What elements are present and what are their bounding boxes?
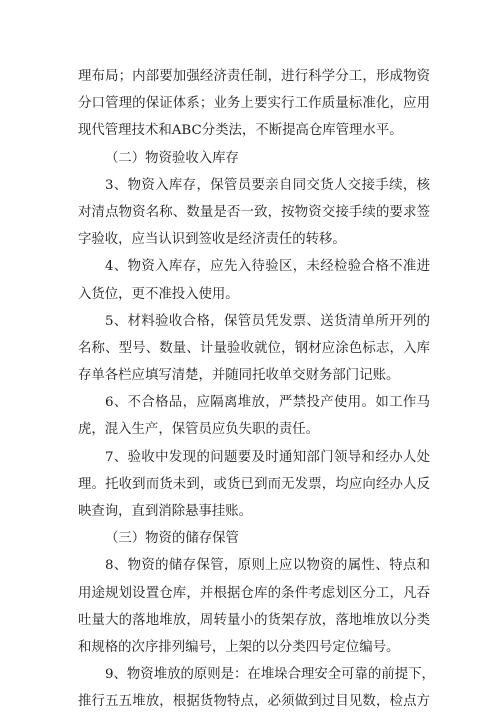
text-line: 虎，混入生产，保管员应负失职的责任。 <box>78 422 320 438</box>
text-line: 和规格的次序排列编号，上架的以分类四号定位编号。 <box>78 639 400 655</box>
text-line: 名称、型号、数量、计量验收就位，钢材应涂色标志，入库 <box>78 340 430 356</box>
paragraph-first-line: 9、物资堆放的原则是：在堆垛合理安全可靠的前提下， <box>105 667 435 683</box>
section-heading: （三）物资的储存保管 <box>105 531 239 547</box>
text-line: 字验收，应当认识到签收是经济责任的转移。 <box>78 232 346 248</box>
section-heading: （二）物资验收入库存 <box>105 150 239 166</box>
text-line: 现代管理技术和ABC分类法，不断提高仓库管理水平。 <box>78 123 403 139</box>
paragraph-first-line: 3、物资入库存，保管员要亲自同交货人交接手续，核 <box>105 177 430 193</box>
document-page <box>78 63 435 716</box>
text-line: 理。托收到而货未到，或货已到而无发票，均应向经办人反 <box>78 476 430 492</box>
paragraph-first-line: 8、物资的储存保管，原则上应以物资的属性、特点和 <box>105 558 430 574</box>
text-line: 映查询，直到消除悬事挂账。 <box>78 504 253 519</box>
text-line: 用途规划设置仓库，并根据仓库的条件考虑划区分工，凡吞 <box>78 585 430 601</box>
text-line: 理布局；内部要加强经济责任制，进行科学分工，形成物资 <box>78 69 430 84</box>
text-line: 推行五五堆放，根据货物特点，必须做到过目见数，检点方 <box>78 694 430 710</box>
paragraph-first-line: 6、不合格品，应隔离堆放，严禁投产使用。如工作马 <box>105 395 430 411</box>
text-line: 对清点物资名称、数量是否一致，按物资交接手续的要求签 <box>78 204 430 220</box>
text-line: 吐量大的落地堆放，周转量小的货架存放，落地堆放以分类 <box>78 612 430 628</box>
text-line: 存单各栏应填写清楚，并随同托收单交财务部门记账。 <box>78 368 400 384</box>
paragraph-first-line: 4、物资入库存，应先入待验区，未经检验合格不准进 <box>105 259 430 275</box>
text-line: 分口管理的保证体系；业务上要实行工作质量标准化，应用 <box>78 96 430 112</box>
text-line: 入货位，更不准投入使用。 <box>78 286 239 302</box>
paragraph-first-line: 7、验收中发现的问题要及时通知部门领导和经办人处 <box>105 449 430 465</box>
paragraph-first-line: 5、材料验收合格，保管员凭发票、送货清单所开列的 <box>105 313 430 329</box>
